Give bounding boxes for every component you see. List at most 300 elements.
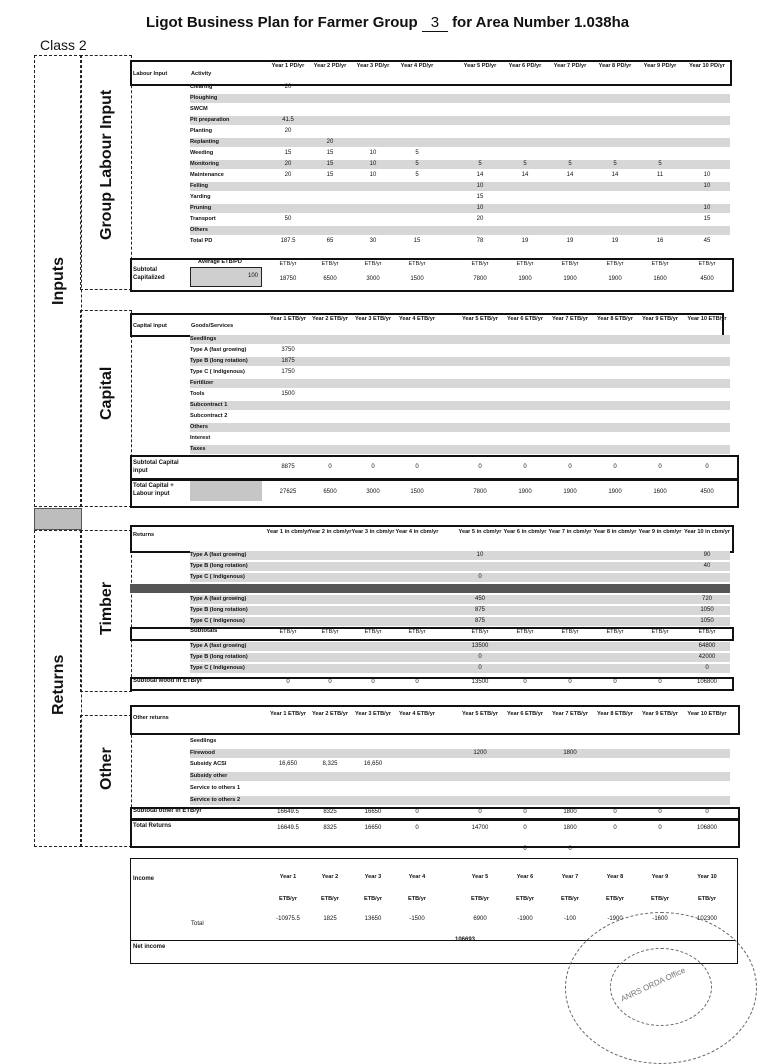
row-shade	[190, 160, 730, 169]
capital-subtotal-cell: 0	[415, 464, 419, 470]
other-label: Service to others 2	[190, 796, 241, 803]
unit-label: ETB/yr	[698, 261, 716, 267]
goods-label: Tools	[190, 391, 205, 397]
unit-label: ETB/yr	[278, 896, 298, 902]
year-header: Year 1 ETB/yr	[269, 711, 307, 717]
labour-cell: 14	[566, 172, 574, 178]
other-label: Seedlings	[190, 738, 217, 744]
year-header: Year 10 PD/yr	[689, 63, 725, 69]
total-returns-label: Total Returns	[133, 823, 172, 829]
unit-label: ETB/yr	[279, 629, 297, 635]
office-stamp-inner	[610, 948, 712, 1026]
net-income-value: 106693	[455, 937, 476, 943]
activity-label: Pruning	[190, 205, 212, 211]
unit-label: ETB/yr	[697, 896, 717, 902]
labour-subtotal-cell: 3000	[366, 276, 380, 282]
farmer-group-number: 3	[422, 14, 448, 32]
unit-label: ETB/yr	[606, 261, 624, 267]
other-subtotal-cell: 0	[658, 809, 662, 815]
total-returns-cell: 14700	[471, 825, 489, 831]
row-shade	[190, 796, 730, 805]
activity-label: Transport	[190, 216, 216, 222]
activity-label: Pit preparation	[190, 117, 230, 123]
timber-subtotal-cell: 0	[286, 679, 290, 685]
unit-label: ETB/yr	[515, 896, 535, 902]
unit-label: ETB/yr	[698, 629, 716, 635]
timber-subtotal-cell: 0	[613, 679, 617, 685]
timber-cell: 1050	[700, 618, 714, 624]
year-header: Year 8 in cbm/yr	[593, 529, 637, 535]
income-year-header: Year 3	[364, 874, 382, 880]
labour-subtotal-label: Subtotal Capitalized	[133, 267, 165, 281]
other-subtotal-cell: 1800	[563, 809, 577, 815]
year-header: Year 10 ETB/yr	[687, 711, 727, 717]
other-subtotal-cell: 0	[705, 809, 709, 815]
year-header: Year 4 ETB/yr	[398, 316, 436, 322]
activity-label: Felling	[190, 183, 209, 189]
labour-cell: 5	[658, 161, 662, 167]
row-shade	[190, 94, 730, 103]
year-header: Year 2 ETB/yr	[311, 711, 349, 717]
title-prefix: Ligot Business Plan for Farmer Group	[146, 14, 418, 31]
labour-subtotal-cell: 4500	[700, 276, 714, 282]
goods-label: Interest	[190, 435, 211, 441]
labour-cell: 5	[415, 172, 419, 178]
timber-cell: 13500	[471, 643, 489, 649]
goods-label: Type C ( Indigenous)	[190, 369, 245, 375]
year-header: Year 2 in cbm/yr	[308, 529, 352, 535]
labour-cell: 10	[369, 172, 377, 178]
year-header: Year 5 ETB/yr	[461, 711, 499, 717]
labour-cell: 19	[566, 238, 574, 244]
separator-block	[34, 508, 82, 530]
row-shade	[190, 335, 730, 344]
activity-label: Planting	[190, 128, 213, 134]
timber-type-label: Type B (long rotation)	[190, 607, 248, 613]
page-title	[146, 14, 629, 32]
total-returns-cell: 0	[613, 825, 617, 831]
year-header: Year 8 ETB/yr	[596, 711, 634, 717]
labour-cell: 15	[703, 216, 711, 222]
income-year-header: Year 2	[321, 874, 339, 880]
timber-type-label: Type A (fast growing)	[190, 643, 247, 649]
year-header: Year 8 ETB/yr	[596, 316, 634, 322]
goods-label: Seedlings	[190, 336, 217, 342]
capital-total-cell: 1900	[518, 489, 532, 495]
year-header: Year 5 ETB/yr	[461, 316, 499, 322]
timber-subtotal-cell: 13500	[471, 679, 489, 685]
labour-cell: 15	[476, 194, 484, 200]
row-shade	[190, 595, 730, 604]
labour-cell: 30	[369, 238, 377, 244]
year-header: Year 1 PD/yr	[271, 63, 305, 69]
timber-type-label: Type A (fast growing)	[190, 552, 247, 558]
activity-label: Weeding	[190, 150, 214, 156]
year-header: Year 9 ETB/yr	[641, 316, 679, 322]
labour-cell: 15	[326, 172, 334, 178]
timber-cell: 0	[705, 665, 709, 671]
labour-cell: 78	[476, 238, 484, 244]
income-year-header: Year 5	[471, 874, 489, 880]
timber-subtotal-cell: 106800	[696, 679, 718, 685]
year-header: Year 7 in cbm/yr	[548, 529, 592, 535]
timber-cell: 875	[474, 607, 486, 613]
unit-label: ETB/yr	[408, 629, 426, 635]
timber-subtotal-cell: 0	[328, 679, 332, 685]
labour-cell: 10	[703, 183, 711, 189]
row-shade	[190, 226, 730, 235]
row-shade	[190, 401, 730, 410]
activity-label: Clearing	[190, 84, 213, 90]
total-returns-cell: 8325	[323, 825, 337, 831]
row-shade	[190, 182, 730, 191]
other-label: Firewood	[190, 749, 215, 756]
year-header: Year 4 ETB/yr	[398, 711, 436, 717]
activity-label: Monitoring	[190, 161, 219, 167]
row-shade	[190, 445, 730, 454]
income-total-cell: -100	[563, 916, 577, 922]
unit-label: ETB/yr	[364, 629, 382, 635]
income-year-header: Year 6	[516, 874, 534, 880]
year-header: Year 6 ETB/yr	[506, 316, 544, 322]
total-returns-cell: 1800	[563, 825, 577, 831]
row-shade	[190, 423, 730, 432]
labour-cell: 41.5	[282, 117, 294, 123]
year-header: Year 1 ETB/yr	[269, 316, 307, 322]
year-header: Year 9 ETB/yr	[641, 711, 679, 717]
total-returns-cell: 16649.5	[277, 825, 299, 831]
capital-subtotal-cell: 0	[328, 464, 332, 470]
labour-cell: 15	[413, 238, 421, 244]
timber-col1: Returns	[133, 532, 155, 538]
goods-label: Type B (long rotation)	[190, 358, 248, 364]
labour-cell: 20	[476, 216, 484, 222]
year-header: Year 3 ETB/yr	[354, 711, 392, 717]
group-labour-label: Group Labour Input	[98, 89, 115, 240]
capital-cell: 1875	[281, 358, 295, 364]
capital-subtotal-cell: 8875	[281, 464, 295, 470]
labour-cell: 10	[703, 172, 711, 178]
income-total-cell: -1500	[409, 916, 425, 922]
total-returns-cell: 16650	[364, 825, 382, 831]
timber-cell: 0	[478, 654, 482, 660]
income-total-label: Total	[191, 921, 204, 927]
unit-label: ETB/yr	[516, 261, 534, 267]
labour-cell: 50	[284, 216, 292, 222]
year-header: Year 9 in cbm/yr	[638, 529, 682, 535]
labour-subtotal-cell: 1900	[563, 276, 577, 282]
income-year-header: Year 1	[279, 874, 297, 880]
capital-total-label: Total Capital + Labour input	[133, 483, 174, 497]
row-shade	[190, 138, 730, 147]
capital-col2: Goods/Services	[191, 323, 234, 329]
goods-label: Fertilizer	[190, 380, 214, 386]
timber-subtotals-label: Subtotals	[190, 628, 218, 634]
total-returns-cell: 106800	[696, 825, 718, 831]
other-label: Service to others 1	[190, 784, 241, 791]
timber-subtotal-cell: 0	[415, 679, 419, 685]
labour-cell: 14	[611, 172, 619, 178]
labour-cell: 187.5	[280, 238, 296, 244]
other-col1: Other returns	[133, 715, 169, 721]
labour-cell: 15	[326, 150, 334, 156]
timber-cell: 90	[703, 552, 711, 558]
other-label: Other	[98, 747, 115, 790]
income-total-cell: 13650	[364, 916, 382, 922]
labour-cell: 10	[369, 161, 377, 167]
goods-label: Subcontract 1	[190, 402, 228, 408]
unit-label: ETB/yr	[516, 629, 534, 635]
timber-cell: 40	[703, 563, 711, 569]
timber-label: Timber	[98, 581, 115, 635]
unit-label: ETB/yr	[320, 896, 340, 902]
year-header: Year 5 PD/yr	[463, 63, 497, 69]
timber-type-label: Type B (long rotation)	[190, 563, 248, 569]
labour-col1: Labour Input	[133, 71, 168, 77]
class-label: Class 2	[40, 37, 87, 53]
unit-label: ETB/yr	[364, 261, 382, 267]
other-subtotal-cell: 0	[613, 809, 617, 815]
other-subtotal-cell: 16649.5	[277, 809, 299, 815]
labour-cell: 10	[476, 205, 484, 211]
labour-cell: 14	[521, 172, 529, 178]
row-shade	[190, 116, 730, 125]
labour-cell: 20	[284, 161, 292, 167]
labour-cell: 20	[326, 139, 334, 145]
timber-cell: 0	[478, 574, 482, 580]
other-subtotal-cell: 8325	[323, 809, 337, 815]
year-header: Year 9 PD/yr	[643, 63, 677, 69]
goods-label: Others	[190, 424, 209, 430]
capital-cell: 1750	[281, 369, 295, 375]
activity-label: Others	[190, 227, 209, 233]
labour-cell: 5	[415, 161, 419, 167]
year-header: Year 6 in cbm/yr	[503, 529, 547, 535]
unit-label: ETB/yr	[650, 896, 670, 902]
other-subtotal-cell: 0	[415, 809, 419, 815]
year-header: Year 5 in cbm/yr	[458, 529, 502, 535]
other-cell: 1800	[563, 749, 577, 756]
timber-type-label: Type C ( Indigenous)	[190, 574, 245, 580]
timber-cell: 42000	[698, 654, 716, 660]
unit-label: ETB/yr	[606, 629, 624, 635]
capital-total-cell: 4500	[700, 489, 714, 495]
unit-label: ETB/yr	[471, 629, 489, 635]
capital-subtotal-cell: 0	[705, 464, 709, 470]
net-income-label: Net income	[133, 944, 166, 950]
capital-subtotal-cell: 0	[613, 464, 617, 470]
income-year-header: Year 10	[697, 874, 717, 880]
row-shade	[190, 664, 730, 673]
labour-subtotal-cell: 1900	[608, 276, 622, 282]
timber-type-label: Type B (long rotation)	[190, 654, 248, 660]
labour-cell: 19	[611, 238, 619, 244]
labour-cell: 5	[415, 150, 419, 156]
goods-label: Taxes	[190, 446, 206, 452]
unit-label: ETB/yr	[470, 896, 490, 902]
capital-label: Capital	[98, 366, 115, 420]
timber-cell: 10	[476, 552, 484, 558]
other-cell: 16,650	[278, 761, 298, 768]
timber-type-label: Type C ( Indigenous)	[190, 665, 245, 671]
row-shade	[190, 357, 730, 366]
timber-dark-band	[130, 584, 730, 593]
capital-subtotal-cell: 0	[658, 464, 662, 470]
capital-subtotal-label: Subtotal Capital input	[133, 460, 179, 474]
timber-subtotal-label: Subtotal wood in ETB/yr	[133, 678, 203, 684]
year-header: Year 1 in cbm/yr	[266, 529, 310, 535]
capital-subtotal-cell: 0	[568, 464, 572, 470]
unit-label: ETB/yr	[651, 629, 669, 635]
income-total-cell: 102300	[696, 916, 718, 922]
year-header: Year 2 ETB/yr	[311, 316, 349, 322]
unit-label: ETB/yr	[560, 896, 580, 902]
title-suffix: for Area Number 1.038ha	[452, 14, 630, 31]
capital-total-cell: 1900	[563, 489, 577, 495]
row-shade	[190, 606, 730, 615]
returns-label: Returns	[50, 654, 67, 715]
unit-label: ETB/yr	[651, 261, 669, 267]
total-returns-box	[130, 818, 740, 848]
unit-label: ETB/yr	[363, 896, 383, 902]
labour-cell: 14	[476, 172, 484, 178]
timber-subtotal-cell: 0	[568, 679, 572, 685]
year-header: Year 4 PD/yr	[400, 63, 434, 69]
timber-cell: 0	[478, 665, 482, 671]
capital-total-cell: 1900	[608, 489, 622, 495]
avg-etb-field	[190, 267, 262, 287]
income-year-header: Year 9	[651, 874, 669, 880]
unit-label: ETB/yr	[561, 629, 579, 635]
year-header: Year 2 PD/yr	[313, 63, 347, 69]
capital-subtotal-cell: 0	[523, 464, 527, 470]
labour-cell: 45	[703, 238, 711, 244]
row-shade	[190, 379, 730, 388]
income-label: Income	[133, 876, 155, 882]
labour-subtotal-cell: 1600	[653, 276, 667, 282]
other-label: Subsidy ACSI	[190, 761, 227, 768]
income-total-cell: -10975.5	[276, 916, 300, 922]
labour-cell: 10	[369, 150, 377, 156]
capital-total-cell: 27625	[279, 489, 297, 495]
unit-label: ETB/yr	[605, 896, 625, 902]
labour-subtotal-cell: 1900	[518, 276, 532, 282]
timber-type-label: Type A (fast growing)	[190, 596, 247, 602]
year-header: Year 6 ETB/yr	[506, 711, 544, 717]
labour-cell: 19	[521, 238, 529, 244]
timber-subtotal-cell: 0	[658, 679, 662, 685]
row-shade	[190, 573, 730, 582]
labour-subtotal-cell: 6500	[323, 276, 337, 282]
capital-total-shaded	[190, 481, 262, 501]
row-shade	[190, 551, 730, 560]
unit-label: ETB/yr	[407, 896, 427, 902]
stamp-text: ANRS ORDA Office	[619, 965, 687, 1004]
below-cell: 0	[523, 846, 527, 852]
income-year-header: Year 7	[561, 874, 579, 880]
capital-total-cell: 7800	[473, 489, 487, 495]
income-total-cell: -1600	[652, 916, 668, 922]
year-header: Year 4 in cbm/yr	[395, 529, 439, 535]
labour-cell: 10	[476, 183, 484, 189]
year-header: Year 8 PD/yr	[598, 63, 632, 69]
capital-subtotal-cell: 0	[478, 464, 482, 470]
labour-subtotal-cell: 18750	[279, 276, 297, 282]
other-label: Subsidy other	[190, 773, 228, 780]
activity-label: Replanting	[190, 139, 219, 145]
income-total-cell: -1900	[607, 916, 623, 922]
other-cell: 8,325	[322, 761, 338, 768]
goods-label: Subcontract 2	[190, 413, 228, 419]
total-returns-cell: 0	[415, 825, 419, 831]
row-shade	[190, 642, 730, 651]
labour-cell: 10	[703, 205, 711, 211]
capital-total-cell: 3000	[366, 489, 380, 495]
other-subtotal-cell: 0	[523, 809, 527, 815]
timber-cell: 720	[701, 596, 713, 602]
labour-subtotal-cell: 7800	[473, 276, 487, 282]
labour-cell: 5	[523, 161, 527, 167]
capital-total-cell: 6500	[323, 489, 337, 495]
capital-cell: 1500	[281, 391, 295, 397]
total-returns-cell: 0	[658, 825, 662, 831]
year-header: Year 3 PD/yr	[356, 63, 390, 69]
year-header: Year 3 ETB/yr	[354, 316, 392, 322]
other-subtotal-label: Subtotal other in ETB/yr	[133, 808, 202, 814]
labour-cell: 16	[656, 238, 664, 244]
unit-label: ETB/yr	[279, 261, 297, 267]
labour-cell: 5	[478, 161, 482, 167]
unit-label: ETB/yr	[408, 261, 426, 267]
timber-subtotal-cell: 0	[371, 679, 375, 685]
capital-cell: 3750	[281, 347, 295, 353]
timber-subtotal-cell: 0	[523, 679, 527, 685]
timber-cell: 1050	[700, 607, 714, 613]
year-header: Year 7 PD/yr	[553, 63, 587, 69]
avg-etb-value: 100	[247, 273, 258, 279]
capital-total-cell: 1500	[410, 489, 424, 495]
timber-type-label: Type C ( Indigenous)	[190, 618, 245, 624]
capital-total-cell: 1600	[653, 489, 667, 495]
capital-subtotal-cell: 0	[371, 464, 375, 470]
timber-cell: 875	[474, 618, 486, 624]
labour-subtotal-cell: 1500	[410, 276, 424, 282]
other-cell: 16,650	[363, 761, 383, 768]
row-shade	[190, 749, 730, 758]
labour-cell: 20	[284, 128, 292, 134]
row-shade	[190, 653, 730, 662]
year-header: Year 7 ETB/yr	[551, 316, 589, 322]
year-header: Year 7 ETB/yr	[551, 711, 589, 717]
row-shade	[190, 204, 730, 213]
other-subtotal-cell: 0	[478, 809, 482, 815]
labour-cell: 15	[284, 150, 292, 156]
activity-label: Maintenance	[190, 172, 224, 178]
income-year-header: Year 8	[606, 874, 624, 880]
inputs-label: Inputs	[50, 257, 67, 305]
capital-col1: Capital input	[133, 323, 167, 329]
row-shade	[190, 617, 730, 626]
labour-cell: 15	[326, 161, 334, 167]
unit-label: ETB/yr	[471, 261, 489, 267]
labour-cell: 5	[568, 161, 572, 167]
labour-cell: 20	[284, 84, 292, 90]
income-year-header: Year 4	[408, 874, 426, 880]
unit-label: ETB/yr	[321, 261, 339, 267]
year-header: Year 10 ETB/yr	[687, 316, 727, 322]
unit-label: ETB/yr	[321, 629, 339, 635]
labour-cell: 65	[326, 238, 334, 244]
